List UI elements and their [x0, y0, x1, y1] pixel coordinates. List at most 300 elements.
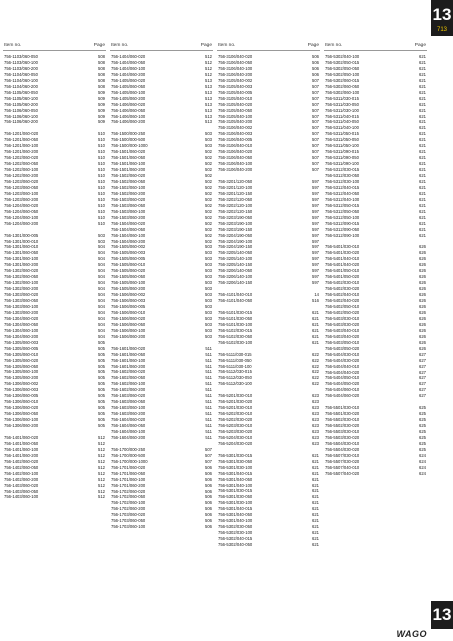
page-reference: 621	[419, 54, 426, 59]
page-reference: 510	[98, 202, 105, 208]
index-column	[217, 42, 320, 548]
item-number: 756-5311/030-015	[325, 95, 359, 101]
item-number: 756-1103/060-100	[4, 59, 38, 65]
item-number: 756-3201/120-100	[218, 184, 253, 190]
page-reference: 626	[419, 280, 426, 286]
page-reference: 621	[419, 83, 426, 89]
chapter-tab-bottom: 13	[431, 601, 453, 629]
page-reference: 621	[419, 190, 426, 196]
item-number: 756-3106/040-100	[218, 161, 253, 167]
item-number: 756-5201/030-010	[218, 393, 253, 399]
item-number: 756-1701/060-020	[111, 464, 146, 470]
page-reference: 621	[419, 149, 426, 155]
item-number: 756-1501/060-020	[111, 149, 146, 155]
item-number: 756-5102/030-100	[218, 339, 253, 345]
item-number: 756-1500/000-1000	[111, 143, 148, 149]
page-reference: 507	[205, 458, 212, 464]
item-number: 756-1306/060-003	[4, 387, 39, 393]
item-number: 756-3105/040-005	[218, 89, 253, 95]
page-reference: 597	[312, 226, 319, 232]
item-number: 756-1302/060-200	[4, 286, 39, 292]
item-number: 756-1305/060-050	[4, 363, 39, 369]
item-number: 756-1103/060-050	[4, 54, 38, 59]
item-number: 756-5312/090-100	[325, 232, 360, 238]
page-reference: 505	[98, 417, 105, 423]
item-number: 756-5404/030-020	[325, 357, 360, 363]
header-page: Page	[93, 43, 105, 48]
page-reference: 512	[98, 476, 105, 482]
page-reference: 511	[205, 345, 212, 351]
page-reference: 621	[419, 71, 426, 77]
page-reference: 506	[205, 512, 212, 518]
page-reference: 510	[98, 137, 105, 143]
item-number: 756-1401/060-200	[4, 452, 39, 458]
item-number: 756-1403/060-020	[4, 482, 39, 488]
page-reference: 503	[205, 250, 212, 256]
wago-logo: WAGO	[396, 629, 427, 639]
item-number: 756-5402/050-020	[325, 309, 360, 315]
item-number: 756-1703/060-050	[111, 518, 146, 524]
page-reference: 502	[205, 196, 212, 202]
item-number: 756-3204/190-050	[218, 232, 253, 238]
item-number: 756-5302/060-050	[325, 83, 360, 89]
page-reference: 511	[205, 429, 212, 435]
item-number: 756-1406/060-100	[111, 113, 146, 119]
page-reference: 506	[205, 524, 212, 530]
item-number: 756-5301/040-100	[218, 482, 253, 488]
page-reference: 511	[205, 351, 212, 357]
page-reference: 509	[98, 107, 105, 113]
item-number: 756-1501/060-100	[111, 161, 146, 167]
page-reference: 504	[98, 333, 105, 339]
page-reference: 510	[98, 161, 105, 167]
page-reference: 506	[205, 464, 212, 470]
item-number: 756-5312/030-050	[325, 173, 360, 179]
page-reference: 507	[205, 452, 212, 458]
item-number: 756-1306/060-002	[4, 381, 39, 387]
item-number: 756-1506/060-002	[111, 292, 146, 298]
item-number: 756-3105/040-003	[218, 83, 253, 89]
page-reference: 627	[419, 363, 426, 369]
item-number: 756-1406/060-200	[111, 119, 146, 125]
page-reference: 505	[98, 411, 105, 417]
page-reference: 513	[205, 83, 212, 89]
item-number: 756-1103/060-200	[4, 65, 38, 71]
item-number: 756-1503/060-200	[111, 214, 146, 220]
page-reference: 511	[205, 387, 212, 393]
page-reference: 626	[419, 262, 426, 268]
page-reference: 624	[419, 458, 426, 464]
page-reference: 506	[312, 59, 319, 65]
page-reference: 510	[98, 155, 105, 161]
page-reference: 505	[98, 357, 105, 363]
item-number: 756-5312/040-050	[325, 190, 360, 196]
item-number: 756-5311/040-100	[325, 125, 359, 131]
item-number: 756-1201/060-100	[4, 143, 39, 149]
item-number: 756-1700/000-500	[111, 452, 146, 458]
page-reference: 507	[312, 161, 319, 167]
item-number: 756-5301/040-050	[218, 512, 253, 518]
item-number: 756-5111/030-050	[218, 357, 252, 363]
item-number: 756-3202/120-150	[218, 208, 253, 214]
item-number: 756-1403/060-050	[4, 488, 39, 494]
page-reference: 503	[205, 315, 212, 321]
page-reference: 502	[205, 161, 212, 167]
page-reference: 510	[98, 179, 105, 184]
item-number: 756-1305/060-100	[4, 369, 39, 375]
page-reference: 511	[205, 369, 212, 375]
item-number: 756-1106/060-050	[4, 107, 38, 113]
item-number: 756-1303/060-020	[4, 292, 39, 298]
item-number: 756-1201/060-050	[4, 137, 39, 143]
item-number: 756-1604/060-200	[111, 434, 146, 440]
page-reference: 621	[312, 536, 319, 542]
item-number: 756-1302/060-050	[4, 274, 39, 280]
item-number: 756-5301/030-050	[218, 458, 253, 464]
item-number: 756-5311/090-100	[325, 161, 359, 167]
item-number: 756-5311/090-015	[325, 149, 359, 155]
page-reference: 505	[98, 399, 105, 405]
page-reference: 621	[312, 464, 319, 470]
page-reference: 503	[205, 327, 212, 333]
page-reference: 626	[419, 286, 426, 292]
page-reference: 509	[98, 113, 105, 119]
page-reference: 506	[312, 71, 319, 77]
page-reference: 508	[98, 54, 105, 59]
item-number: 756-5302/030-100	[218, 530, 253, 536]
page-reference: 506	[205, 488, 212, 494]
item-number: 756-5503/030-010	[325, 429, 360, 435]
page-reference: 597	[312, 250, 319, 256]
item-number: 756-3105/040-100	[218, 113, 253, 119]
page-reference: 621	[419, 202, 426, 208]
index-columns	[3, 42, 427, 548]
page-reference: 505	[98, 423, 105, 429]
item-number: 756-1301/060-010	[4, 244, 39, 250]
page-reference: 503	[205, 131, 212, 137]
item-number: 756-5503/030-020	[325, 434, 360, 440]
item-number: 756-5404/040-020	[325, 369, 360, 375]
page-reference: 623	[312, 411, 319, 417]
page-reference: 597	[312, 220, 319, 226]
item-number: 756-5111/030-100	[218, 363, 252, 369]
item-number: 756-5312/050-015	[325, 202, 360, 208]
item-number: 756-1602/060-100	[111, 381, 146, 387]
page-reference: 621	[312, 452, 319, 458]
page-reference: 623	[312, 399, 319, 405]
page-reference: 597	[312, 196, 319, 202]
page-reference: 505	[98, 351, 105, 357]
item-number: 756-5311/050-015	[325, 131, 359, 137]
item-number: 756-1201/060-200	[4, 149, 39, 155]
item-number: 756-1601/060-050	[111, 351, 146, 357]
page-reference: 503	[98, 232, 105, 238]
item-number: 756-5504/030-020	[325, 446, 360, 452]
item-number: 756-1306/060-010	[4, 399, 39, 405]
item-number: 756-5501/030-020	[325, 411, 360, 417]
item-number: 756-1506/060-200	[111, 333, 146, 339]
page-reference: 621	[312, 542, 319, 548]
page-reference: 621	[312, 494, 319, 500]
item-number: 756-5403/050-020	[325, 345, 360, 351]
page-reference: 511	[205, 363, 212, 369]
index-row	[110, 524, 213, 530]
page-reference: 625	[419, 429, 426, 435]
page-reference: 621	[419, 232, 426, 238]
page-reference: 504	[98, 274, 105, 280]
item-number: 756-1105/060-100	[4, 95, 38, 101]
page-reference: 625	[419, 405, 426, 411]
page-reference: 621	[312, 506, 319, 512]
item-number: 756-1303/060-200	[4, 309, 39, 315]
page-reference: 513	[205, 77, 212, 83]
item-number: 756-3106/040-020	[218, 149, 253, 155]
page-reference: 506	[205, 482, 212, 488]
page-reference: 597	[312, 208, 319, 214]
item-number: 756-5102/030-015	[218, 327, 253, 333]
page-reference: 504	[98, 268, 105, 274]
page-reference: 506	[205, 506, 212, 512]
item-number: 756-4101/040-050	[218, 298, 253, 304]
page-reference: 511	[205, 405, 212, 411]
item-number: 756-3206/140-100	[218, 274, 253, 280]
column-header	[110, 42, 213, 51]
item-number: 756-5301/040-015	[218, 506, 253, 512]
item-number: 756-5302/060-100	[325, 89, 360, 95]
item-number: 756-3106/040-002	[218, 125, 253, 131]
item-number: 756-1700/000-1000	[111, 458, 148, 464]
item-number: 756-1505/060-050	[111, 274, 146, 280]
header-page: Page	[307, 43, 319, 48]
page-reference: 510	[98, 220, 105, 226]
item-number: 756-1503/060-100	[111, 208, 146, 214]
item-number: 756-3204/190-150	[218, 244, 253, 250]
item-number: 756-5302/040-050	[218, 542, 253, 548]
page-reference: 621	[419, 77, 426, 83]
item-number: 756-3203/190-100	[218, 220, 253, 226]
page-reference: 510	[98, 184, 105, 190]
item-number: 756-1505/060-002	[111, 244, 146, 250]
item-number: 756-3205/140-050	[218, 250, 253, 256]
item-number: 756-1106/060-100	[4, 113, 38, 119]
page-reference: 502	[205, 232, 212, 238]
item-number: 756-5311/030-050	[325, 101, 359, 107]
page-reference: 512	[98, 446, 105, 452]
item-number: 756-5502/030-010	[325, 417, 360, 423]
page-reference: 506	[205, 476, 212, 482]
item-number: 756-5301/040-100	[218, 518, 253, 524]
page-reference: 512	[98, 482, 105, 488]
page-reference: 504	[98, 298, 105, 304]
item-number: 756-3105/040-002	[218, 77, 253, 83]
item-number: 756-5202/030-020	[218, 417, 253, 423]
item-number: 756-3106/040-100	[218, 65, 253, 71]
page-reference: 621	[419, 59, 426, 65]
item-number: 756-3106/040-200	[218, 167, 253, 173]
page-reference: 502	[205, 184, 212, 190]
item-number: 756-5204/030-020	[218, 440, 253, 446]
page-reference: 508	[98, 65, 105, 71]
item-number: 756-1203/060-050	[4, 184, 39, 190]
page-reference: 621	[312, 488, 319, 494]
item-number: 756-1702/060-100	[111, 500, 146, 506]
page-reference: 506	[205, 500, 212, 506]
item-number: 756-1305/060-010	[4, 351, 39, 357]
page-reference: 621	[419, 184, 426, 190]
page-reference: 502	[205, 214, 212, 220]
item-number: 756-1506/060-003	[111, 298, 146, 304]
page-reference: 509	[98, 119, 105, 125]
item-number: 756-1202/060-050	[4, 161, 39, 167]
page-reference: 506	[205, 518, 212, 524]
index-row	[217, 542, 320, 548]
page-reference: 503	[205, 298, 212, 304]
page-reference: 623	[312, 393, 319, 399]
item-number: 756-5401/050-020	[325, 274, 360, 280]
page-reference: 507	[312, 131, 319, 137]
page-reference: 626	[419, 292, 426, 298]
page-reference: 506	[312, 54, 319, 59]
item-number: 756-1505/060-010	[111, 262, 146, 268]
item-number: 756-1602/060-050	[111, 375, 146, 381]
item-number: 756-3205/140-150	[218, 262, 253, 268]
page-reference: 597	[312, 268, 319, 274]
page-reference: 627	[419, 351, 426, 357]
page-reference: 503	[205, 256, 212, 262]
page-reference: 626	[419, 298, 426, 304]
page-reference: 502	[205, 238, 212, 244]
page-reference: 621	[312, 524, 319, 530]
page-reference: 621	[419, 155, 426, 161]
page-reference: 622	[312, 351, 319, 357]
page-reference: 511	[205, 375, 212, 381]
item-number: 756-1303/060-050	[4, 298, 39, 304]
item-number: 756-5301/040-050	[218, 476, 253, 482]
item-number: 756-3203/190-050	[218, 214, 253, 220]
item-number: 756-1702/060-050	[111, 494, 146, 500]
item-number: 756-1505/060-100	[111, 280, 146, 286]
item-number: 756-1306/060-020	[4, 405, 39, 411]
item-number: 756-1506/060-100	[111, 327, 146, 333]
item-number: 756-5302/040-015	[218, 536, 253, 542]
item-number: 756-1505/060-005	[111, 256, 146, 262]
page-reference: 511	[205, 357, 212, 363]
item-number: 756-1500/000-250	[111, 131, 146, 137]
page-reference: 513	[205, 101, 212, 107]
page-reference: 510	[98, 173, 105, 179]
page-reference: 625	[419, 446, 426, 452]
item-number: 756-1505/060-003	[111, 250, 146, 256]
item-number: 756-1401/060-100	[4, 446, 39, 452]
page-reference: 510	[98, 167, 105, 173]
page-reference: 512	[98, 452, 105, 458]
item-number: 756-5402/040-010	[325, 292, 360, 298]
page-reference: 507	[312, 137, 319, 143]
item-number: 756-5312/030-015	[325, 167, 360, 173]
item-number: 756-1603/060-020	[111, 393, 146, 399]
item-number: 756-5501/030-010	[325, 405, 360, 411]
page-reference: 626	[419, 309, 426, 315]
page-reference: 502	[205, 220, 212, 226]
page-reference: 503	[205, 292, 212, 298]
item-number: 756-1306/060-050	[4, 411, 39, 417]
page-reference: 626	[419, 256, 426, 262]
page-reference: 504	[98, 309, 105, 315]
item-number: 756-1702/060-200	[111, 506, 146, 512]
page-reference: 623	[312, 417, 319, 423]
item-number: 756-3206/140-150	[218, 280, 253, 286]
page-reference: 622	[312, 357, 319, 363]
page-reference: 504	[98, 304, 105, 309]
item-number: 756-5403/030-010	[325, 315, 360, 321]
page-reference: 507	[312, 89, 319, 95]
item-number: 756-1203/060-020	[4, 179, 39, 184]
page-reference: 597	[312, 232, 319, 238]
item-number: 756-1601/060-020	[111, 345, 146, 351]
item-number: 756-1406/060-050	[111, 107, 146, 113]
item-number: 756-5401/050-010	[325, 268, 360, 274]
page-reference: 507	[312, 83, 319, 89]
item-number: 756-1302/060-020	[4, 268, 39, 274]
item-number: 756-1604/060-050	[111, 423, 146, 429]
item-number: 756-1703/060-100	[111, 524, 146, 530]
page-reference: 505	[98, 393, 105, 399]
page-reference: 623	[312, 440, 319, 446]
item-number: 756-1506/060-005	[111, 304, 146, 310]
item-number: 756-5312/050-050	[325, 208, 360, 214]
page-reference: 502	[205, 202, 212, 208]
item-number: 756-5404/030-010	[325, 351, 360, 357]
item-number: 756-5402/050-010	[325, 304, 360, 310]
page-reference: 511	[205, 399, 212, 405]
item-number: 756-5312/040-100	[325, 196, 360, 202]
page-reference: 510	[98, 196, 105, 202]
page-reference: 503	[205, 137, 212, 143]
page-reference: 621	[312, 458, 319, 464]
page-reference: 509	[98, 101, 105, 107]
page-reference: 508	[98, 83, 105, 89]
header-page: Page	[200, 43, 212, 48]
page-reference: 626	[419, 339, 426, 345]
item-number: 756-3106/040-010	[218, 143, 253, 149]
page-reference: 626	[419, 327, 426, 333]
page-reference: 502	[205, 167, 212, 173]
item-number: 756-1302/060-100	[4, 280, 39, 286]
item-number: 756-1506/060-020	[111, 315, 146, 321]
item-number: 756-1405/060-100	[111, 89, 146, 95]
header-item-no: Item no.	[325, 43, 343, 48]
page-reference: 511	[205, 423, 212, 429]
item-number: 756-5507/030-020	[325, 458, 360, 464]
page-reference: 621	[419, 161, 426, 167]
page-reference: 507	[312, 101, 319, 107]
page-reference: 627	[419, 393, 426, 399]
page-reference: 504	[98, 250, 105, 256]
page-reference: 513	[205, 119, 212, 125]
page-reference: 507	[312, 119, 319, 125]
page-reference: 507	[312, 149, 319, 155]
page-reference: 507	[312, 167, 319, 173]
page-reference: 506	[205, 470, 212, 476]
item-number: 756-1405/060-020	[111, 77, 146, 83]
item-number: 756-5311/050-050	[325, 137, 359, 143]
item-number: 756-1506/060-050	[111, 321, 146, 327]
item-number: 756-1604/060-100	[111, 429, 146, 435]
page-reference: 512	[98, 464, 105, 470]
page-reference: 505	[98, 363, 105, 369]
item-number: 756-1304/060-050	[4, 321, 39, 327]
page-reference: 626	[419, 333, 426, 339]
